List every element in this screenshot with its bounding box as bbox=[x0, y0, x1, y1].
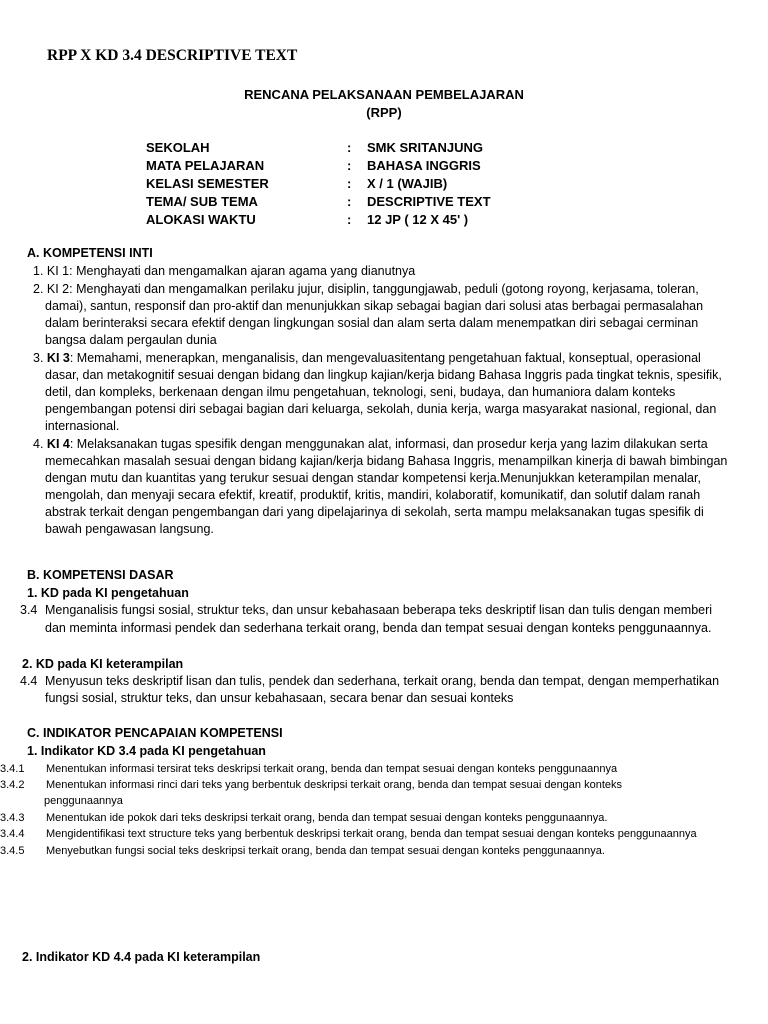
ki3-text: detil, dan kompleks, berkenaan dengan ilmu pengetahuan, teknologi, seni, budaya, dan humaniora dalam konteks bbox=[45, 385, 676, 399]
identity-colon: : bbox=[347, 176, 352, 191]
kd-pengetahuan-heading: 1. KD pada KI pengetahuan bbox=[27, 586, 189, 600]
ki3-text: pengembangan potensi diri sebagai bagian dari keluarga, sekolah, dunia kerja, warga masyarakat nasional, regional, dan bbox=[45, 402, 717, 416]
identity-key: MATA PELAJARAN bbox=[146, 158, 265, 173]
ki4-line bbox=[33, 437, 708, 451]
ki3-number: 3. bbox=[33, 351, 44, 365]
kd34-text: Menganalisis fungsi sosial, struktur teks, dan unsur kebahasaan beberapa teks deskriptif lisan dan tulis dengan memberi bbox=[45, 603, 713, 617]
indicator-number: 3.4.4 bbox=[0, 828, 25, 840]
ki2-text: bangsa dalam pergaulan dunia bbox=[45, 333, 217, 347]
indicator-text: Mengidentifikasi text structure teks yang berbentuk deskripsi terkait orang, benda dan tempat sesuai dengan konteks penggunaannya bbox=[46, 828, 697, 840]
kd34-text: dan meminta informasi pendek dan sederhana terkait orang, benda dan tempat sesuai dengan konteks penggunaannya. bbox=[45, 621, 712, 635]
identity-value: BAHASA INGGRIS bbox=[367, 158, 481, 173]
identity-colon: : bbox=[347, 194, 352, 209]
rpp-subheading: (RPP) bbox=[366, 105, 402, 120]
ki4-text: mengolah, dan menyaji secara efektif, kreatif, produktif, kritis, mandiri, kolaboratif, komunikatif, dan solutif dalam ranah bbox=[45, 488, 701, 502]
ki4-text: memecahkan masalah sesuai dengan bidang kajian/kerja bidang Bahasa Inggris, menampilkan kinerja di bawah bimbingan bbox=[45, 454, 728, 468]
identity-value: 12 JP ( 12 X 45' ) bbox=[367, 212, 469, 227]
ki3-text: : Memahami, menerapkan, menganalisis, dan mengevaluasitentang pengetahuan faktual, konseptual, operasional bbox=[69, 351, 701, 365]
ki3-text: dasar, dan metakognitif sesuai dengan bidang dan lingkup kajian/kerja bidang Bahasa Inggris pada tingkat teknis, spesifik, bbox=[45, 368, 722, 382]
document-title: RPP X KD 3.4 DESCRIPTIVE TEXT bbox=[47, 47, 298, 64]
ki4-text: : Melaksanakan tugas spesifik dengan menggunakan alat, informasi, dan prosedur kerja yang lazim dilakukan serta bbox=[69, 437, 708, 451]
section-a-title: A. KOMPETENSI INTI bbox=[27, 246, 153, 260]
identity-key: KELASI SEMESTER bbox=[146, 176, 269, 191]
identity-key: ALOKASI WAKTU bbox=[146, 212, 256, 227]
kd34-number: 3.4 bbox=[20, 603, 38, 617]
indicator-text: Menentukan informasi tersirat teks deskripsi terkait orang, benda dan tempat sesuai dengan konteks penggunaannya bbox=[46, 763, 618, 775]
ki2-text: damai), santun, responsif dan pro-aktif dan menunjukkan sikap sebagai bagian dari solusi atas berbagai permasalahan bbox=[45, 299, 704, 313]
identity-value: SMK SRITANJUNG bbox=[367, 140, 484, 155]
ki3-label: KI 3 bbox=[46, 351, 70, 365]
indicator-text: Menentukan informasi rinci dari teks yang berbentuk deskripsi terkait orang, benda dan tempat sesuai dengan konteks bbox=[46, 779, 623, 791]
identity-value: DESCRIPTIVE TEXT bbox=[367, 194, 491, 209]
indicator-text: Menentukan ide pokok dari teks deskripsi terkait orang, benda dan tempat sesuai dengan konteks penggunaannya. bbox=[46, 812, 608, 824]
ki3-text: internasional. bbox=[45, 419, 120, 433]
section-c-title: C. INDIKATOR PENCAPAIAN KOMPETENSI bbox=[27, 726, 283, 740]
ki2-text: 2. KI 2: Menghayati dan mengamalkan perilaku jujur, disiplin, tanggungjawab, peduli (gotong royong, kerjasama, toleran, bbox=[33, 282, 699, 296]
rpp-heading: RENCANA PELAKSANAAN PEMBELAJARAN bbox=[244, 87, 524, 102]
identity-value: X / 1 (WAJIB) bbox=[367, 176, 448, 191]
indicator-number: 3.4.3 bbox=[0, 812, 25, 824]
indicator-text: Menyebutkan fungsi social teks deskripsi terkait orang, benda dan tempat sesuai dengan konteks penggunaannya. bbox=[46, 845, 605, 857]
ki4-label: KI 4 bbox=[46, 437, 70, 451]
indicator-number: 3.4.2 bbox=[0, 779, 25, 791]
identity-colon: : bbox=[347, 158, 352, 173]
identity-key: SEKOLAH bbox=[146, 140, 210, 155]
identity-colon: : bbox=[347, 212, 352, 227]
ki3-line bbox=[33, 351, 701, 365]
ki4-text: abstrak terkait dengan pengembangan dari yang dipelajarinya di sekolah, serta mampu melaksanakan tugas spesifik di bbox=[45, 505, 704, 519]
ki4-text: dengan mutu dan kuantitas yang terukur sesuai dengan standar kompetensi kerja.Menunjukkan keterampilan menalar, bbox=[45, 471, 701, 485]
indicator-number: 3.4.5 bbox=[0, 845, 25, 857]
kd44-text: fungsi sosial, struktur teks, dan unsur kebahasaan, secara benar dan sesuai konteks bbox=[45, 691, 514, 705]
indikator-keterampilan-heading: 2. Indikator KD 4.4 pada KI keterampilan bbox=[22, 950, 261, 964]
identity-colon: : bbox=[347, 140, 352, 155]
ki4-number: 4. bbox=[33, 437, 44, 451]
indikator-pengetahuan-heading: 1. Indikator KD 3.4 pada KI pengetahuan bbox=[27, 744, 266, 758]
kd-keterampilan-heading: 2. KD pada KI keterampilan bbox=[22, 657, 184, 671]
kd44-text: Menyusun teks deskriptif lisan dan tulis, pendek dan sederhana, terkait orang, benda dan tempat, dengan memperhatikan bbox=[45, 674, 720, 688]
ki2-text: dalam berinteraksi secara efektif dengan lingkungan sosial dan alam serta dalam menempatkan diri sebagai cerminan bbox=[45, 316, 699, 330]
ki1-text: 1. KI 1: Menghayati dan mengamalkan ajaran agama yang dianutnya bbox=[33, 264, 416, 278]
identity-key: TEMA/ SUB TEMA bbox=[146, 194, 258, 209]
section-b-title: B. KOMPETENSI DASAR bbox=[27, 568, 174, 582]
indicator-text: penggunaannya bbox=[44, 795, 123, 807]
ki4-text: bawah pengawasan langsung. bbox=[45, 522, 214, 536]
indicator-number: 3.4.1 bbox=[0, 763, 25, 775]
kd44-number: 4.4 bbox=[20, 674, 38, 688]
